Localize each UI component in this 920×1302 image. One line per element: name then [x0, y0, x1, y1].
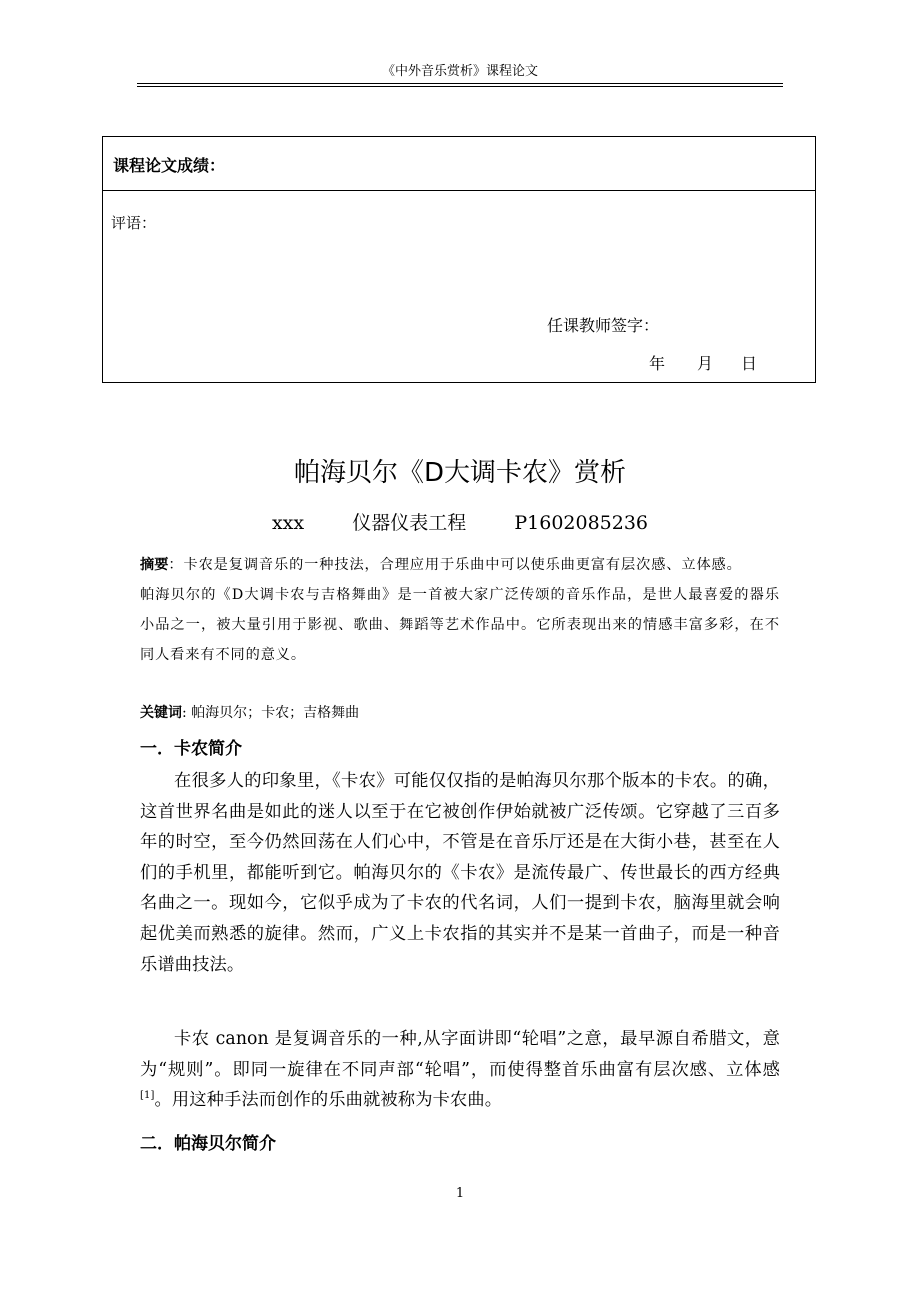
comment-label: 评语：: [111, 214, 157, 232]
body-paragraph-1: 在很多人的印象里，《卡农》可能仅仅指的是帕海贝尔那个版本的卡农。的确，这首世界名曲是如此的迷人以至于在它被创作伊始就被广泛传颂。它穿越了三百多年的时空，至今仍然回荡在人们心中，不管是在音乐厅还是在大街小巷，甚至在人们的手机里，都能听到它。帕海贝尔的《卡农》是流传最广、传世最长的西方经典名曲之一。现如今，它似乎成为了卡农的代名词，人们一提到卡农，脑海里就会响起优美而熟悉的旋律。然而，广义上卡农指的其实并不是某一首曲子，而是一种音乐谱曲技法。: [140, 771, 780, 975]
body-paragraph-2: [140, 1024, 780, 1116]
keywords-text: : 帕海贝尔；卡农；吉格舞曲: [182, 705, 360, 721]
page-number: 1: [455, 1186, 465, 1201]
grade-divider: [103, 190, 815, 191]
keywords-label: 关键词: [140, 705, 182, 721]
section-heading-2: 二．帕海贝尔简介: [140, 1134, 276, 1154]
paper-title: 帕海贝尔《D大调卡农》赏析: [293, 458, 627, 488]
abstract-label: 摘要: [140, 557, 169, 573]
author-line: xxx 仪器仪表工程 P1602085236: [271, 512, 649, 534]
running-header: 《中外音乐赏析》课程论文: [381, 64, 538, 79]
header-rule: [137, 83, 783, 84]
paragraph-2-tail: 。用这种手法而创作的乐曲就被称为卡农曲。: [154, 1090, 503, 1111]
abstract-text: 帕海贝尔的《D大调卡农与吉格舞曲》是一首被大家广泛传颂的音乐作品，是世人最喜爱的器乐小品之一，被大量引用于影视、歌曲、舞蹈等艺术作品中。它所表现出来的情感丰富多彩，在不同人看来有不同的意义。: [140, 587, 780, 663]
section-heading-1: 一．卡农简介: [140, 739, 242, 759]
date-month-label: 月: [697, 354, 714, 373]
citation-ref[interactable]: [1]: [140, 1090, 155, 1102]
teacher-signature-label: 任课教师签字：: [547, 316, 660, 335]
abstract-text-line1: ：卡农是复调音乐的一种技法，合理应用于乐曲中可以使乐曲更富有层次感、立体感。: [168, 557, 742, 573]
header-rule-thin: [137, 86, 783, 87]
keywords: [140, 702, 359, 722]
abstract: [140, 550, 780, 670]
grade-box: [102, 136, 816, 383]
date-year-label: 年: [649, 354, 666, 373]
date-day-label: 日: [741, 354, 758, 373]
paragraph-2-text: 卡农 canon 是复调音乐的一种,从字面讲即“轮唱”之意，最早源自希腊文，意为“规则”。即同一旋律在不同声部“轮唱”，而使得整首乐曲富有层次感、立体感: [140, 1029, 780, 1080]
grade-label: 课程论文成绩：: [113, 156, 226, 175]
